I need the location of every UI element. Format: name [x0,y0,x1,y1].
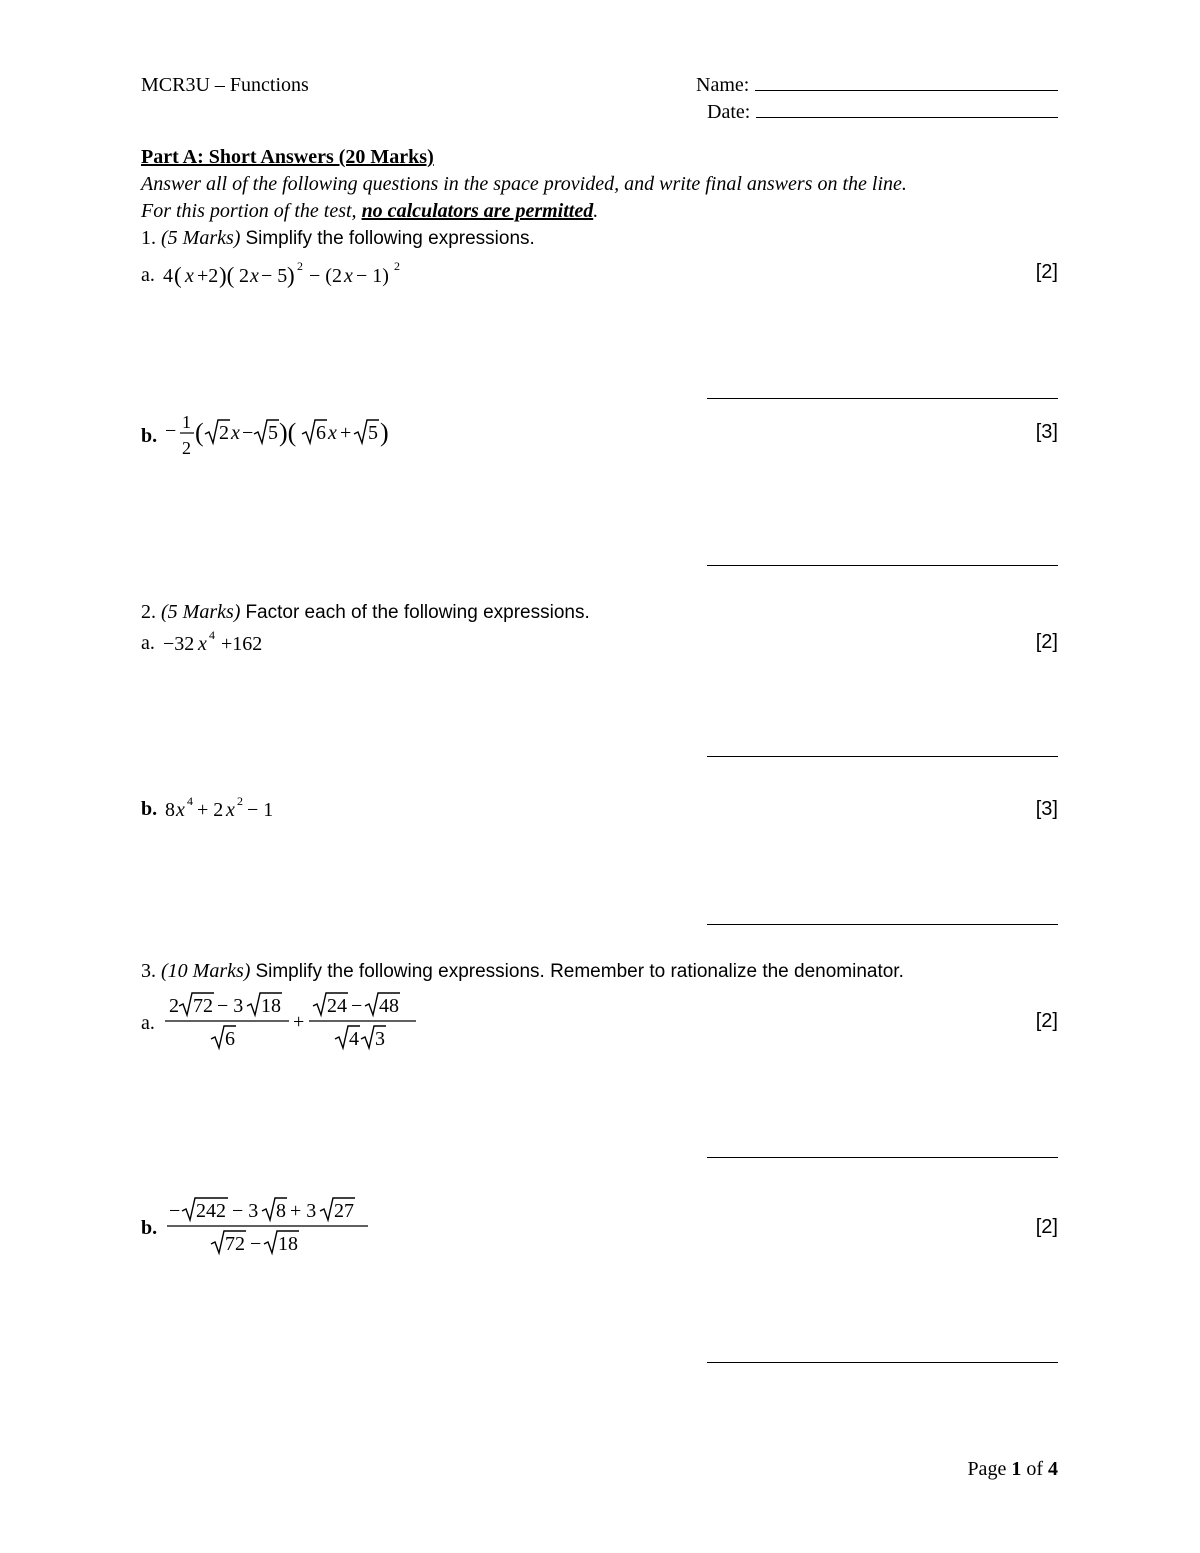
question-2-heading [141,600,590,625]
name-line[interactable] [755,73,1058,91]
svg-text:2: 2 [219,422,230,444]
svg-text:72: 72 [225,1233,246,1255]
svg-text:−: − [169,1200,181,1222]
svg-text:2: 2 [168,995,179,1017]
question-2a [141,628,363,658]
of-word: of [1026,1458,1043,1480]
no-calculators-note: no calculators are permitted [361,200,594,222]
name-label: Name: [696,74,750,96]
svg-text:2: 2 [237,794,244,808]
question-1b [141,410,465,462]
svg-text:+ 3: + 3 [290,1200,317,1222]
question-number: 3. [141,960,156,982]
expression-1a [163,258,463,292]
svg-text:x: x [226,799,236,821]
svg-text:x: x [328,422,338,444]
svg-text:x: x [184,265,194,287]
page-current: 1 [1011,1458,1022,1480]
svg-text:)(: )( [279,418,297,447]
svg-text:8: 8 [165,799,176,821]
answer-line-3a[interactable] [707,1157,1058,1158]
svg-text:2: 2 [182,438,192,458]
svg-text:1: 1 [182,412,192,432]
instructions-line-1: Answer all of the following questions in the space provided, and write final answers on the line. [141,173,907,195]
svg-text:(: ( [173,263,182,288]
svg-text:−: − [242,422,254,444]
part-label: a. [141,631,155,654]
svg-text:4: 4 [187,794,194,808]
part-label: b. [141,1216,158,1239]
svg-text:8: 8 [276,1200,287,1222]
part-label: a. [141,263,155,286]
date-line[interactable] [756,100,1058,118]
svg-text:x: x [249,265,259,287]
part-label: a. [141,1011,155,1034]
part-label: b. [141,424,158,447]
svg-text:27: 27 [334,1200,355,1222]
expression-2a [163,628,363,658]
date-label: Date: [707,101,751,123]
page-number [967,1458,1058,1481]
marks-2b: [3] [1035,798,1058,820]
part-title: Part A: Short Answers (20 Marks) [141,146,434,168]
marks-1a: [2] [1035,261,1058,283]
svg-text:x: x [231,422,241,444]
svg-text:4: 4 [348,1028,359,1050]
name-field[interactable] [696,73,1058,97]
instructions-period: . [593,200,599,222]
svg-text:−: − [165,420,177,442]
question-number: 1. [141,227,156,249]
question-number: 2. [141,601,156,623]
question-3a [141,988,463,1058]
svg-text:18: 18 [260,995,281,1017]
marks-3a: [2] [1035,1010,1058,1032]
svg-text:− 1): − 1) [355,265,389,287]
svg-text:): ) [380,418,389,447]
expression-3a [163,988,463,1058]
date-field[interactable] [707,100,1058,124]
svg-text:24: 24 [326,995,347,1017]
part-label: b. [141,797,158,820]
instructions-line-2 [141,199,598,223]
answer-line-2a[interactable] [707,756,1058,757]
course-title: MCR3U – Functions [141,74,309,96]
svg-text:+: + [340,422,352,444]
svg-text:−: − [350,995,363,1017]
question-1-heading [141,226,535,251]
svg-text:5: 5 [368,422,379,444]
svg-text:+ 2: + 2 [197,799,224,821]
svg-text:+162: +162 [220,633,263,655]
svg-text:− (2: − (2 [308,265,342,287]
question-prompt: Simplify the following expressions. [245,228,535,249]
svg-text:5: 5 [268,422,279,444]
svg-text:+: + [292,1011,305,1033]
answer-line-1a[interactable] [707,398,1058,399]
svg-text:242: 242 [196,1200,227,1222]
svg-text:x: x [343,265,353,287]
svg-text:x: x [197,633,207,655]
page-word: Page [967,1458,1007,1480]
question-prompt: Simplify the following expressions. Remember to rationalize the denominator. [255,961,904,982]
svg-text:6: 6 [316,422,327,444]
svg-text:48: 48 [378,995,399,1017]
svg-text:2: 2 [393,259,400,273]
svg-text:): ) [286,263,295,288]
answer-line-3b[interactable] [707,1362,1058,1363]
question-marks: (5 Marks) [161,601,241,623]
svg-text:4: 4 [162,265,173,287]
marks-1b: [3] [1035,421,1058,443]
svg-text:− 1: − 1 [247,799,274,821]
svg-text:− 5: − 5 [260,265,288,287]
question-marks: (5 Marks) [161,227,241,249]
question-prompt: Factor each of the following expressions. [245,602,590,623]
svg-text:x: x [176,799,186,821]
marks-2a: [2] [1035,631,1058,653]
expression-2b [165,794,365,824]
svg-text:(: ( [195,418,204,447]
svg-text:2: 2 [238,265,249,287]
question-2b [141,794,365,824]
expression-3b [165,1193,465,1263]
expression-1b [165,410,465,462]
question-1a [141,258,463,292]
svg-text:72: 72 [192,995,213,1017]
answer-line-1b[interactable] [707,565,1058,566]
answer-line-2b[interactable] [707,924,1058,925]
svg-text:6: 6 [224,1028,235,1050]
svg-text:−: − [250,1233,262,1255]
svg-text:+2: +2 [196,265,219,287]
question-3-heading [141,959,904,984]
svg-text:−32: −32 [162,633,195,655]
svg-text:3: 3 [374,1028,385,1050]
svg-text:4: 4 [208,628,215,642]
svg-text:− 3: − 3 [232,1200,259,1222]
page-total: 4 [1048,1458,1058,1480]
question-marks: (10 Marks) [161,960,251,982]
svg-text:− 3: − 3 [216,995,244,1017]
svg-text:18: 18 [278,1233,299,1255]
svg-text:)(: )( [218,263,235,288]
instructions-text: For this portion of the test, [141,200,362,222]
question-3b [141,1193,465,1263]
marks-3b: [2] [1035,1216,1058,1238]
svg-text:2: 2 [296,259,303,273]
